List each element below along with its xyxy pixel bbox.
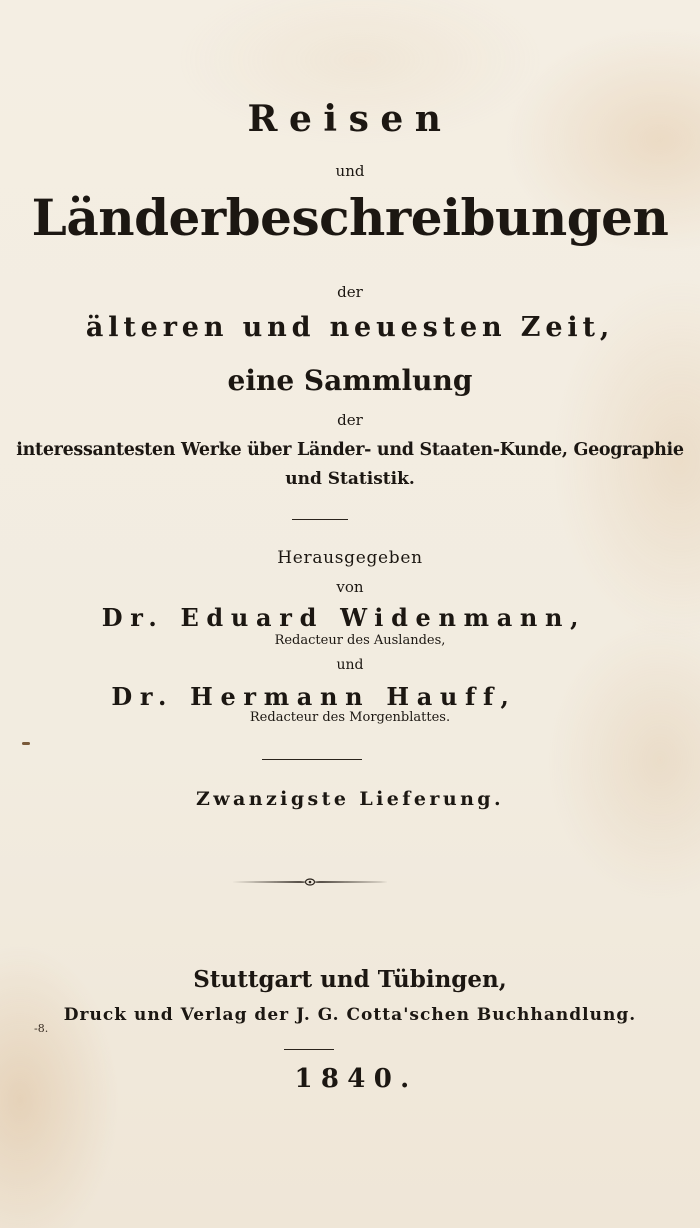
imprint-place: Stuttgart und Tübingen, [193, 966, 507, 993]
editors-von: von [336, 578, 364, 596]
title-eine-sammlung: eine Sammlung [227, 364, 473, 397]
divider-rule-1 [292, 519, 348, 520]
editors-intro: Herausgegeben [277, 548, 423, 568]
title-interessantesten-werke: interessantesten Werke über Länder- und Staaten-Kunde, Geographie [16, 440, 684, 460]
divider-rule-3 [284, 1049, 334, 1050]
title-reisen: Reisen [247, 98, 453, 140]
divider-rule-2 [262, 759, 362, 760]
title-der-1: der [337, 283, 363, 301]
title-laenderbeschreibungen: Länderbeschreibungen [31, 188, 669, 247]
title-aelteren-und-neuesten-zeit: älteren und neuesten Zeit, [85, 312, 615, 343]
editors-und: und [336, 657, 364, 673]
ornament-rule-icon [230, 872, 390, 892]
editor1-name: Dr. Eduard Widenmann, [101, 603, 587, 632]
imprint-publisher: Druck und Verlag der J. G. Cotta'schen Buchhandlung. [63, 1005, 637, 1025]
title-und: und [335, 162, 365, 180]
installment-zwanzigste-lieferung: Zwanzigste Lieferung. [195, 788, 505, 810]
ink-speck [22, 742, 30, 745]
editor2-name: Dr. Hermann Hauff, [111, 682, 517, 711]
imprint-year: 1840. [294, 1064, 418, 1094]
title-der-2: der [337, 411, 363, 429]
editor1-role: Redacteur des Auslandes, [274, 633, 446, 648]
margin-note: -8. [34, 1022, 49, 1035]
editor2-role: Redacteur des Morgenblattes. [249, 710, 451, 725]
title-und-statistik: und Statistik. [285, 469, 415, 489]
